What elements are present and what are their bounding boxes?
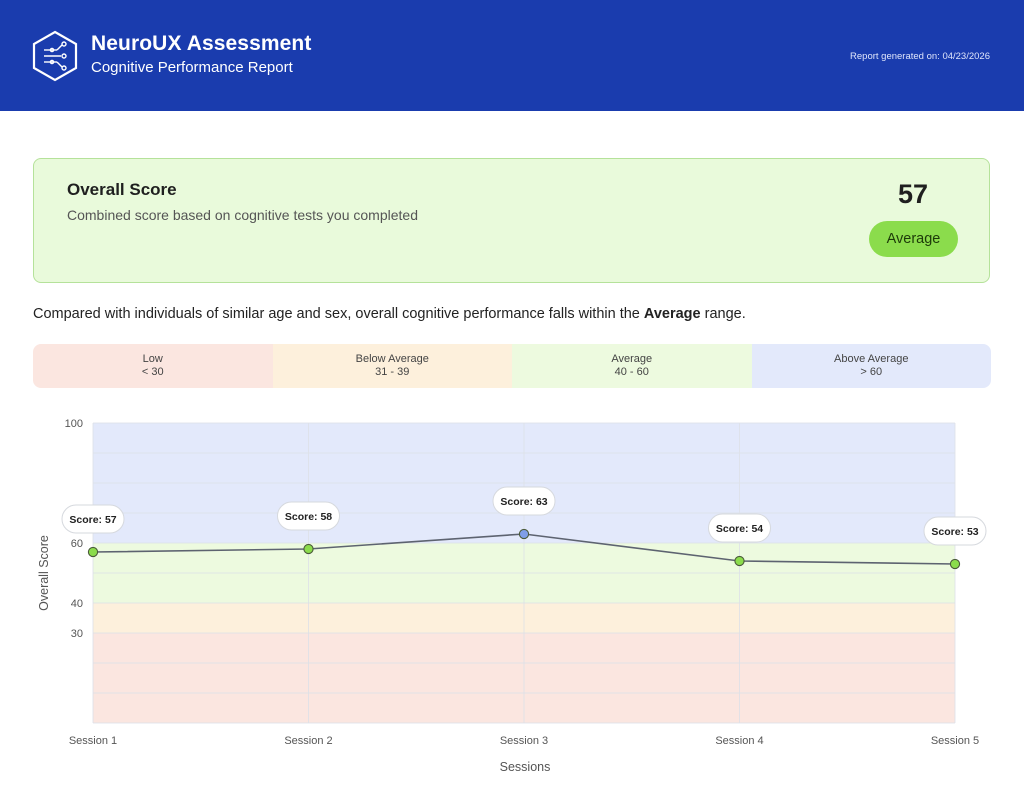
comparison-emphasis: Average	[643, 306, 701, 322]
score-card-title: Overall Score	[67, 180, 177, 199]
app-subtitle: Cognitive Performance Report	[91, 59, 293, 76]
range-value: < 30	[141, 366, 164, 378]
data-point	[304, 544, 313, 553]
y-tick-label: 30	[70, 628, 83, 640]
range-value: 40 - 60	[614, 366, 649, 378]
y-tick-label: 60	[70, 538, 83, 550]
comparison-suffix: range.	[700, 306, 746, 322]
range-value: > 60	[860, 366, 883, 378]
data-point	[519, 529, 528, 538]
score-category-badge: Average	[869, 221, 958, 257]
range-label: Average	[611, 353, 653, 365]
point-data-label: Score: 63	[500, 496, 548, 508]
range-average	[512, 344, 752, 388]
range-low	[33, 344, 273, 388]
x-tick-label: Session 3	[499, 735, 549, 747]
y-axis-label: Overall Score	[37, 535, 51, 611]
y-tick-label: 100	[64, 418, 83, 430]
point-data-label: Score: 53	[931, 526, 979, 538]
report-header	[0, 0, 1024, 111]
x-axis-label: Sessions	[499, 760, 551, 774]
range-label: Below Average	[355, 353, 429, 365]
point-data-label: Score: 58	[284, 511, 333, 523]
point-data-label: Score: 54	[715, 523, 764, 535]
score-trend-chart	[0, 400, 1024, 800]
x-tick-label: Session 5	[930, 735, 980, 747]
score-range-legend	[33, 344, 991, 388]
point-data-label: Score: 57	[69, 514, 117, 526]
neuro-logo-icon	[31, 30, 79, 82]
overall-score-value: 57	[897, 179, 929, 209]
app-title: NeuroUX Assessment	[91, 32, 312, 55]
overall-score-card	[33, 158, 990, 283]
report-date: Report generated on: 04/23/2026	[850, 51, 990, 62]
range-below-average	[273, 344, 513, 388]
score-trend-svg	[0, 400, 1024, 800]
range-label: Above Average	[834, 353, 909, 365]
range-above-average	[752, 344, 992, 388]
comparison-prefix: Compared with individuals of similar age and sex, overall cognitive performance falls within the	[33, 306, 644, 322]
data-point	[735, 556, 744, 565]
data-point	[950, 559, 959, 568]
x-tick-label: Session 2	[284, 735, 333, 747]
x-tick-label: Session 1	[68, 735, 118, 747]
data-point	[88, 547, 97, 556]
score-card-description: Combined score based on cognitive tests you completed	[67, 207, 418, 223]
range-label: Low	[142, 353, 163, 365]
x-tick-label: Session 4	[715, 735, 764, 747]
range-value: 31 - 39	[375, 366, 410, 378]
comparison-statement	[33, 306, 746, 322]
y-tick-label: 40	[70, 598, 83, 610]
